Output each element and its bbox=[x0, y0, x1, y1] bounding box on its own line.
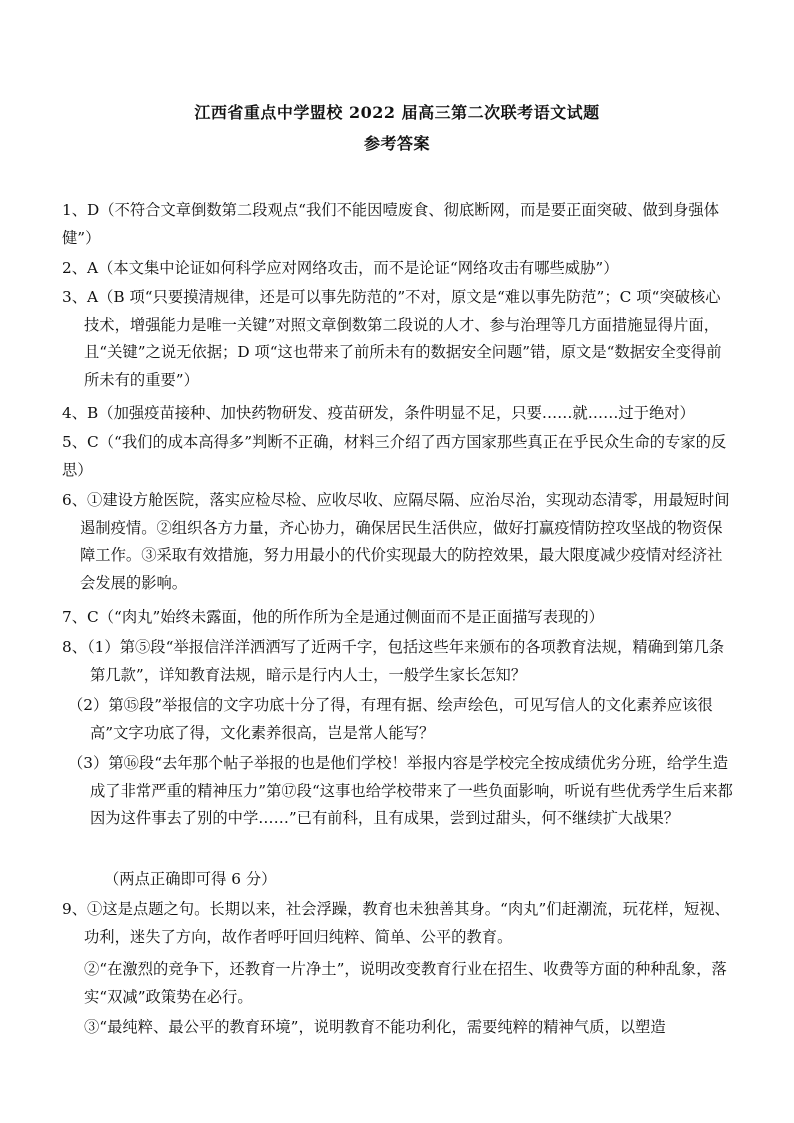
document-title: 江西省重点中学盟校 2022 届高三第二次联考语文试题 bbox=[194, 103, 600, 122]
answer-4: 4、B（加强疫苗接种、加快药物研发、疫苗研发，条件明显不足，只要……就……过于绝对） bbox=[62, 404, 695, 422]
answer-6: 6、①建设方舱医院，落实应检尽检、应收尽收、应隔尽隔、应治尽治，实现动态清零，用最短时间遏制疫情。②组织各方力量，齐心协力，确保居民生活供应，做好打赢疫情防控攻坚战的物资保障工作。③采取有效措施，努力用最小的代价实现最大的防控效果，最大限度减少疫情对经济社会发展的影响。 bbox=[62, 491, 730, 592]
answer-5: 5、C（“我们的成本高得多”判断不正确，材料三介绍了西方国家那些真正在乎民众生命的专家的反思） bbox=[62, 433, 727, 479]
answer-9-part-2: ②“在激烈的竞争下，还教育一片净土”，说明改变教育行业在招生、收费等方面的种种乱象，落实“双减”政策势在必行。 bbox=[84, 960, 727, 1006]
answer-8-note: （两点正确即可得 6 分） bbox=[104, 870, 277, 888]
answer-2: 2、A（本文集中论证如何科学应对网络攻击，而不是论证“网络攻击有哪些威胁”） bbox=[62, 259, 619, 277]
answer-7: 7、C（“肉丸”始终未露面，他的所作所为全是通过侧面而不是正面描写表现的） bbox=[62, 608, 604, 626]
answer-9-part-3: ③“最纯粹、最公平的教育环境”，说明教育不能功利化，需要纯粹的精神气质，以塑造 bbox=[84, 1018, 666, 1036]
answer-8-part-1: 8、（1）第⑤段“举报信洋洋洒洒写了近两千字，包括这些年来颁布的各项教育法规，精确到第几条第几款”，详知教育法规，暗示是行内人士，一般学生家长怎知？ bbox=[62, 638, 725, 684]
answer-8-part-3: （3）第⑯段“去年那个帖子举报的也是他们学校！举报内容是学校完全按成绩优劣分班，给学生造成了非常严重的精神压力”第⑰段“这事也给学校带来了一些负面影响，听说有些优秀学生后来都因为这件事去了别的中学……”已有前科，且有成果，尝到过甜头，何不继续扩大战果？ bbox=[68, 754, 733, 827]
answer-3: 3、A（B 项“只要摸清规律，还是可以事先防范的”不对，原文是“难以事先防范”；C 项“突破核心技术，增强能力是唯一关键”对照文章倒数第二段说的人才、参与治理等几方面措施显得片面，且“关键”之说无依据；D 项“这也带来了前所未有的数据安全问题”错，原文是“数据安全变得前所未有的重要”） bbox=[62, 288, 722, 389]
answer-8-part-2: （2）第⑮段”举报信的文字功底十分了得，有理有据、绘声绘色，可见写信人的文化素养应该很高”文字功底了得，文化素养很高，岂是常人能写？ bbox=[68, 696, 713, 742]
document-subtitle: 参考答案 bbox=[363, 134, 430, 153]
answer-1: 1、D（不符合文章倒数第二段观点“我们不能因噎废食、彻底断网，而是要正面突破、做到身强体健”） bbox=[62, 201, 719, 247]
answer-9-part-1: 9、①这是点题之句。长期以来，社会浮躁，教育也未独善其身。“肉丸”们赶潮流，玩花样，短视、功利，迷失了方向，故作者呼吁回归纯粹、简单、公平的教育。 bbox=[62, 900, 730, 946]
